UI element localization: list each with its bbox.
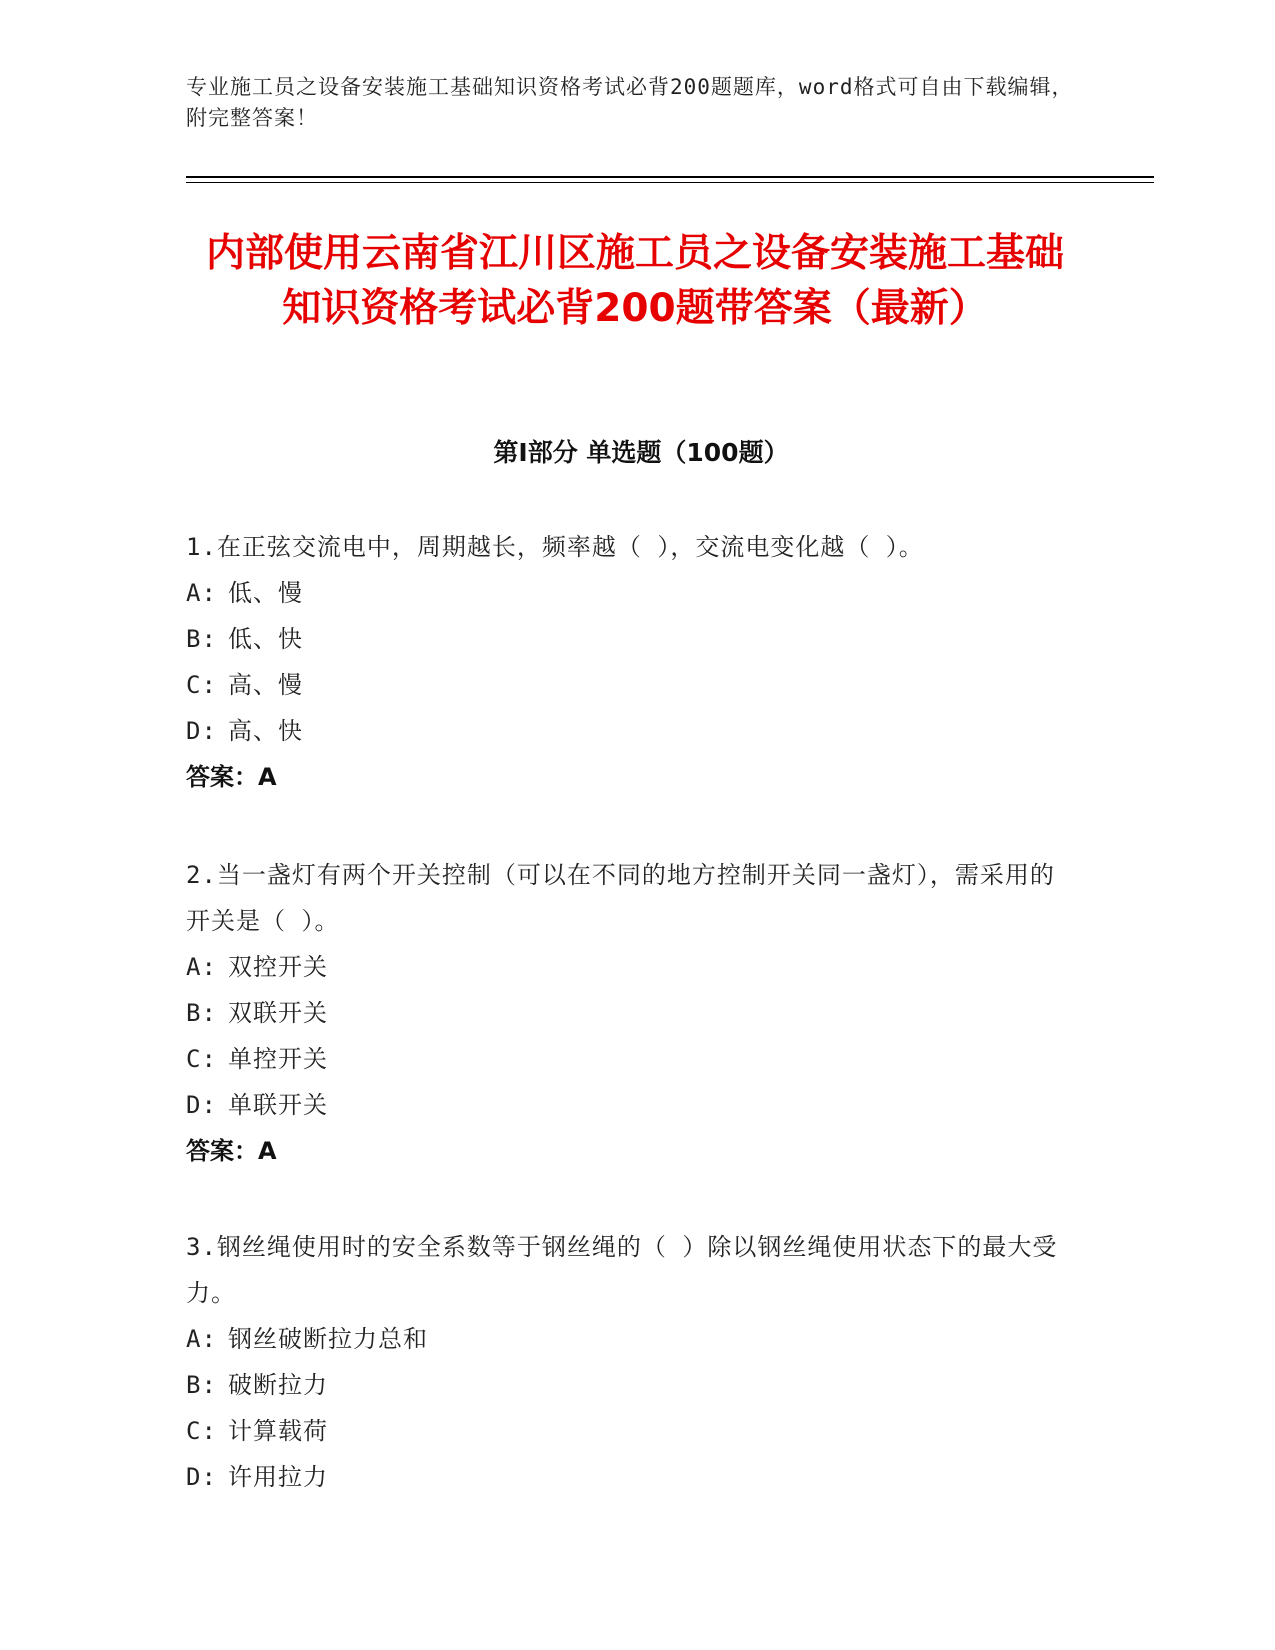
answer-line: 答案：A — [186, 1137, 277, 1165]
header-note: 专业施工员之设备安装施工基础知识资格考试必背200题题库，word格式可自由下载编辑，附完整答案！ — [186, 75, 1074, 130]
option-text: 单控开关 — [228, 1045, 328, 1073]
option-letter: C: — [186, 1417, 217, 1445]
header-rule-thin — [186, 182, 1154, 183]
option-letter: B: — [186, 999, 217, 1027]
option-text: 钢丝破断拉力总和 — [228, 1325, 428, 1353]
question-item — [186, 1224, 1076, 1500]
option-letter: B: — [186, 625, 217, 653]
option-c — [186, 1408, 1076, 1454]
option-letter: D: — [186, 717, 217, 745]
question-item — [186, 852, 1076, 1174]
answer-line: 答案：A — [186, 763, 277, 791]
option-b — [186, 616, 1076, 662]
option-text: 双联开关 — [228, 999, 328, 1027]
option-c — [186, 1036, 1076, 1082]
option-a — [186, 1316, 1076, 1362]
document-title: 内部使用云南省江川区施工员之设备安装施工基础知识资格考试必背200题带答案（最新） — [205, 231, 1064, 331]
option-letter: A: — [186, 579, 217, 607]
option-text: 破断拉力 — [228, 1371, 328, 1399]
option-a — [186, 570, 1076, 616]
option-a — [186, 944, 1076, 990]
question-stem: 3.钢丝绳使用时的安全系数等于钢丝绳的（ ）除以钢丝绳使用状态下的最大受力。 — [186, 1233, 1058, 1307]
option-text: 单联开关 — [228, 1091, 328, 1119]
option-d — [186, 1454, 1076, 1500]
option-letter: C: — [186, 1045, 217, 1073]
option-letter: C: — [186, 671, 217, 699]
option-text: 许用拉力 — [228, 1463, 328, 1491]
option-text: 高、慢 — [228, 671, 303, 699]
option-letter: D: — [186, 1463, 217, 1491]
option-text: 双控开关 — [228, 953, 328, 981]
option-text: 计算载荷 — [228, 1417, 328, 1445]
option-text: 低、慢 — [228, 579, 303, 607]
option-d — [186, 708, 1076, 754]
section-heading: 第I部分 单选题（100题） — [493, 438, 789, 467]
option-text: 低、快 — [228, 625, 303, 653]
option-c — [186, 662, 1076, 708]
option-d — [186, 1082, 1076, 1128]
option-text: 高、快 — [228, 717, 303, 745]
question-stem: 1.在正弦交流电中，周期越长，频率越（ ），交流电变化越（ ）。 — [186, 533, 924, 561]
option-letter: D: — [186, 1091, 217, 1119]
option-b — [186, 1362, 1076, 1408]
option-letter: A: — [186, 953, 217, 981]
header-rule-thick — [186, 176, 1154, 178]
question-item — [186, 524, 1076, 800]
option-b — [186, 990, 1076, 1036]
option-letter: B: — [186, 1371, 217, 1399]
question-stem: 2.当一盏灯有两个开关控制（可以在不同的地方控制开关同一盏灯），需采用的开关是（ ）。 — [186, 861, 1055, 935]
option-letter: A: — [186, 1325, 217, 1353]
